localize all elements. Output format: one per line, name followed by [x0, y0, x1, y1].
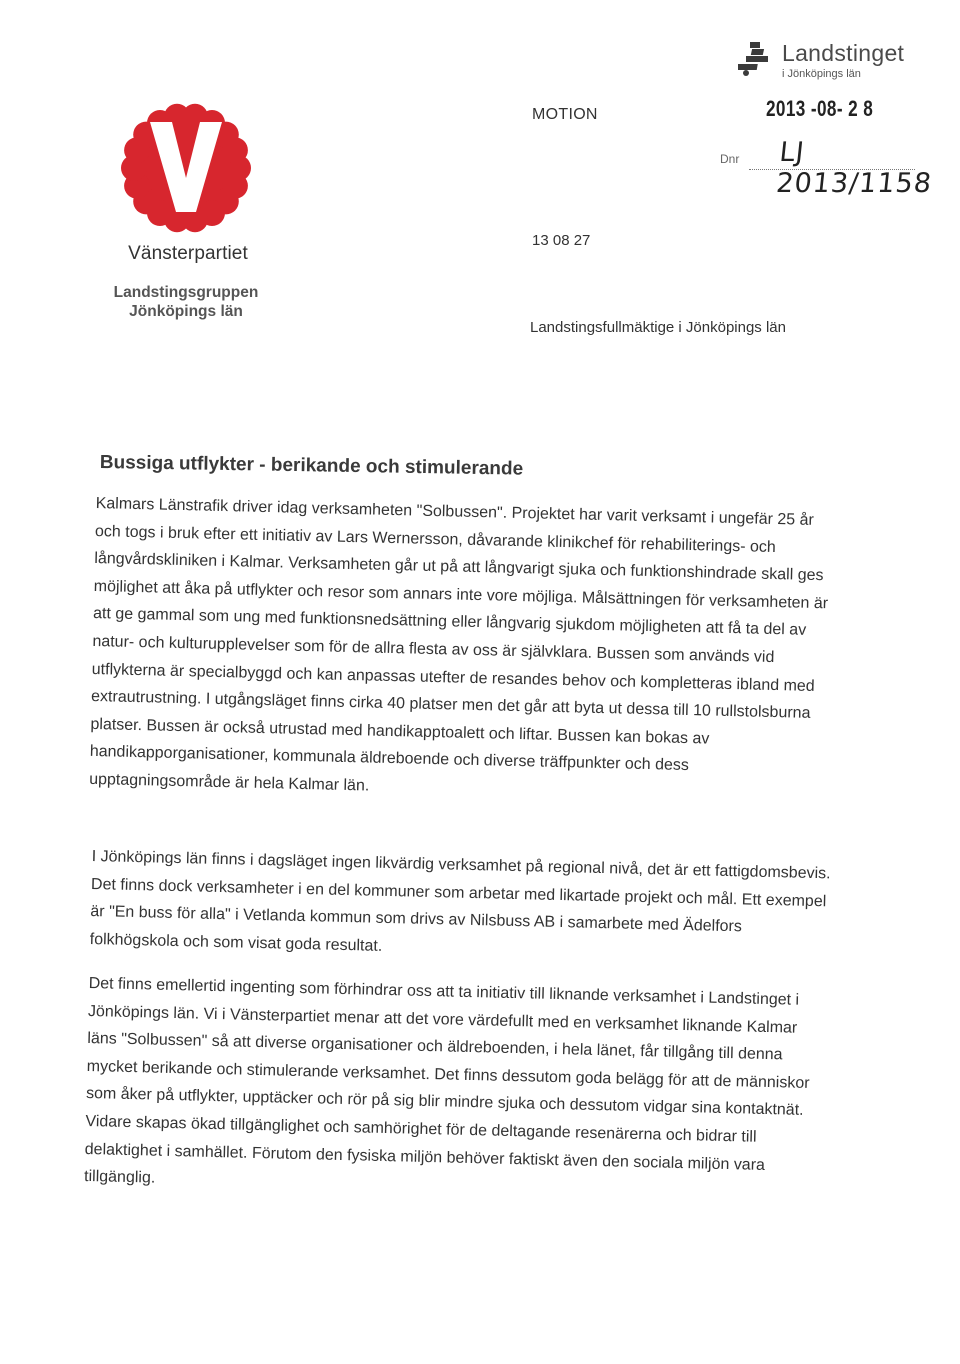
body-paragraph: I Jönköpings län finns i dagsläget ingen likvärdig verksamhet på regional nivå, det är ett fattigdomsbevis. Det finns dock verksamheter i en del kommuner som arbetar med likartade projekt och mål. Ett exempel är "En buss för alla" i Vetlanda kommun som drivs av Nilsbuss AB i samarbete med Ädelfors folkhögskola och som visat goda resultat.	[89, 847, 831, 955]
document-date: 13 08 27	[532, 232, 591, 249]
vansterpartiet-logo-icon	[112, 100, 260, 240]
party-name: Vänsterpartiet	[128, 243, 248, 264]
landstinget-logo-icon	[738, 40, 778, 78]
dnr-handwritten-value: LJ 2013/1158	[774, 137, 934, 199]
landstinget-name: Landstinget	[782, 40, 905, 66]
body-paragraph: Kalmars Länstrafik driver idag verksamheten "Solbussen". Projektet har varit verksamt i ungefär 25 år och togs i bruk efter ett initiativ av Lars Wernersson, dåvarande klinikchef för rehabiliterings- och långvårdskliniken i Kalmar. Verksamheten går ut på att långvarigt sjuka och funktionshindrade skall ges möjlighet att åka på utflykter och resor som annars inte vore möjliga. Målsättningen för verksamheten är att ge gammal som ung med funktionsnedsättning eller långvarig sjukdom möjligheten att få ta del av natur- och kulturupplevelser som för de allra flesta av oss är självklara. Bussen som används vid utflykterna är specialbyggd och kan anpassas utefter de resandes behov och kompletteras ibland med extrautrustning. I utgångsläget finns cirka 40 platser men det går att byta ut dessa till 10 rullstolsburna platser. Bussen är också utrustad med handikapptoalett och liftar. Bussen kan bokas av handikapporganisationer, kommunala äldreboende och diverse träffpunkter och dess upptagningsområde är hela Kalmar län.	[88, 494, 829, 795]
recipient: Landstingsfullmäktige i Jönköpings län	[530, 319, 786, 336]
dnr-label: Dnr	[720, 152, 740, 166]
motion-title: Bussiga utflykter - berikande och stimulerande	[99, 452, 524, 480]
landstinget-subtitle: i Jönköpings län	[782, 68, 861, 80]
received-date-stamp: 2013 -08- 2 8	[766, 96, 874, 121]
group-region: Jönköpings län	[129, 303, 243, 320]
body-paragraph: Det finns emellertid ingenting som förhindrar oss att ta initiativ till liknande verksamhet i Landstinget i Jönköpings län. Vi i Vänsterpartiet menar att det vore värdefullt med en verksamhet liknande Kalmar läns "Solbussen" så att diverse organisationer och äldreboenden, i hela länet, får tillgång till denna mycket berikande och stimulerande verksamhet. Det finns dessutom goda belägg för att de människor som åker på utflykter, upptäcker och rör på sig blir mindre sjuka och dessutom vidgar sina kontaktnät. Vidare skapas ökad tillgänglighet och samhörighet för de deltagande resenärerna och bidrar till delaktighet i samhället. Förutom den fysiska miljön behöver faktiskt även den sociala miljön vara tillgänglig.	[83, 974, 810, 1187]
document-type: MOTION	[532, 106, 598, 123]
group-name: Landstingsgruppen	[113, 284, 259, 301]
